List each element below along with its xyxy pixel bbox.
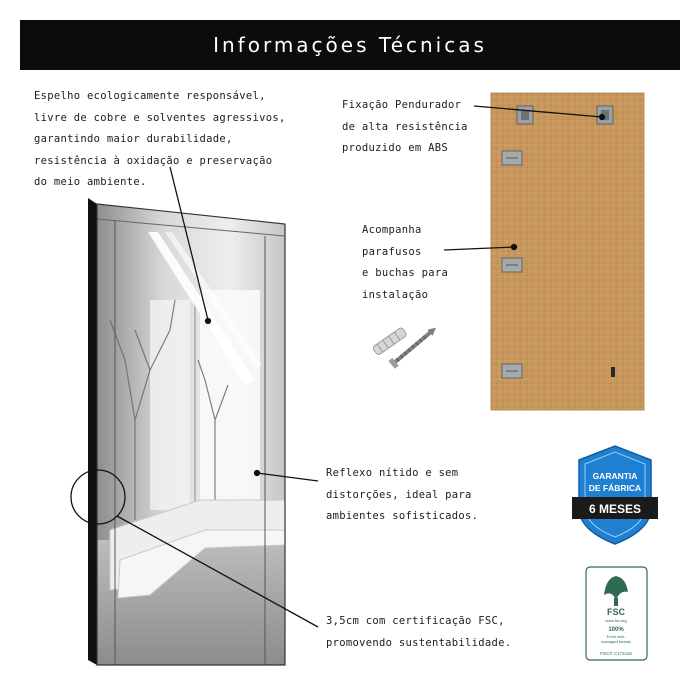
reflection-line: ambientes sofisticados. [326, 510, 479, 522]
eco-line: resistência à oxidação e preservação [34, 154, 273, 167]
mirror-back-panel [491, 93, 644, 410]
hanger-line: Fixação Pendurador [342, 99, 462, 111]
screws-callout [362, 220, 448, 306]
guarantee-badge [572, 446, 658, 544]
fsc-code: FSC® C172118 [600, 651, 632, 656]
screws-line: Acompanha [362, 224, 422, 236]
fsc-callout [326, 611, 511, 654]
eco-callout [34, 86, 286, 194]
guarantee-line2: DE FÁBRICA [588, 483, 642, 493]
guarantee-line1: GARANTIA [592, 471, 638, 481]
side-clip-1 [502, 151, 522, 165]
eco-line: do meio ambiente. [34, 176, 147, 188]
side-clip-2 [502, 258, 522, 272]
reflection-line: Reflexo nítido e sem [326, 467, 459, 479]
screws-line: instalação [362, 288, 429, 301]
eco-line: garantindo maior durabilidade, [34, 133, 233, 145]
eco-line: livre de cobre e solventes agressivos, [34, 111, 286, 124]
fsc-brand: FSC [607, 607, 625, 617]
fsc-source1: From well- [606, 634, 626, 639]
eco-line: Espelho ecologicamente responsável, [34, 90, 266, 102]
mirror-edge [88, 198, 97, 665]
screws-line: parafusos [362, 245, 422, 258]
screws-line: e buchas para [362, 267, 449, 279]
hanger-line: produzido em ABS [342, 142, 448, 154]
fsc-logo [586, 567, 647, 660]
abs-hanger-left [517, 106, 533, 124]
panel-mark [611, 367, 615, 377]
fsc-line: 3,5cm com certificação FSC, [326, 615, 505, 627]
fsc-line: promovendo sustentabilidade. [326, 636, 512, 649]
screw-and-plug-icon [372, 324, 439, 369]
hanger-line: de alta resistência [342, 120, 468, 133]
side-clip-3 [502, 364, 522, 378]
fsc-source2: managed forests [601, 639, 631, 644]
fsc-percent: 100% [608, 627, 624, 633]
page-title: Informações Técnicas [213, 33, 487, 57]
hanger-callout [342, 95, 468, 160]
reflection-line: distorções, ideal para [326, 488, 472, 501]
abs-hanger-right [597, 106, 613, 124]
fsc-site: www.fsc.org [605, 618, 627, 623]
mirror [88, 198, 287, 670]
guarantee-duration: 6 MESES [588, 502, 642, 516]
reflection-callout [326, 463, 478, 528]
